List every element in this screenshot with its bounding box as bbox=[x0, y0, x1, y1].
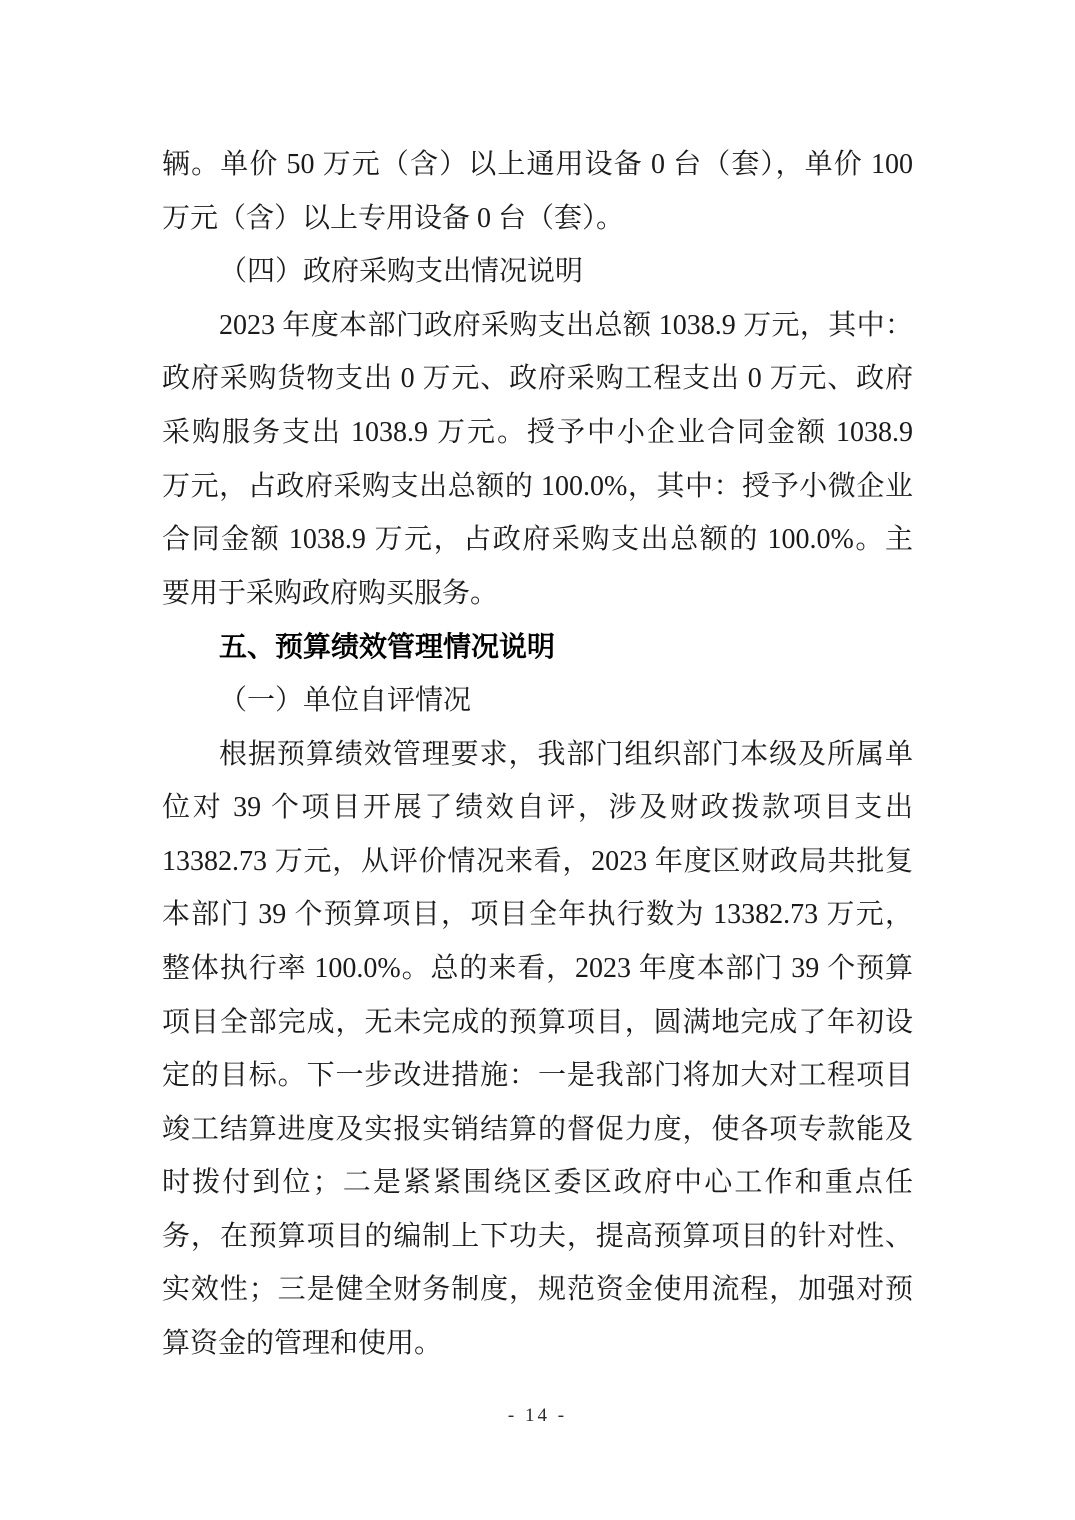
text-line: 政府采购货物支出 0 万元、政府采购工程支出 0 万元、政府 bbox=[162, 363, 913, 395]
text-line: 竣工结算进度及实报实销结算的督促力度，使各项专款能及 bbox=[162, 1113, 913, 1145]
text-line: 本部门 39 个预算项目，项目全年执行数为 13382.73 万元， bbox=[162, 899, 913, 931]
text-line: 项目全部完成，无未完成的预算项目，圆满地完成了年初设 bbox=[162, 1006, 913, 1038]
section-heading: 五、预算绩效管理情况说明 bbox=[219, 631, 556, 663]
text-line: 合同金额 1038.9 万元，占政府采购支出总额的 100.0%。主 bbox=[162, 524, 913, 556]
text-line: 13382.73 万元，从评价情况来看，2023 年度区财政局共批复 bbox=[162, 845, 913, 877]
text-line: 万元（含）以上专用设备 0 台（套）。 bbox=[162, 202, 625, 234]
text-line: 实效性；三是健全财务制度，规范资金使用流程，加强对预 bbox=[162, 1274, 913, 1306]
document-content bbox=[162, 138, 913, 1371]
page-footer bbox=[0, 1405, 1075, 1427]
text-line: 采购服务支出 1038.9 万元。授予中小企业合同金额 1038.9 bbox=[162, 416, 913, 448]
page-number: - 14 - bbox=[507, 1405, 568, 1426]
text-line: 位对 39 个项目开展了绩效自评，涉及财政拨款项目支出 bbox=[162, 792, 913, 824]
subsection-heading: （四）政府采购支出情况说明 bbox=[219, 256, 584, 288]
text-line: 要用于采购政府购买服务。 bbox=[162, 577, 499, 609]
text-line: 万元，占政府采购支出总额的 100.0%，其中：授予小微企业 bbox=[162, 470, 913, 502]
text-line: 务，在预算项目的编制上下功夫，提高预算项目的针对性、 bbox=[162, 1220, 913, 1252]
text-line: 整体执行率 100.0%。总的来看，2023 年度本部门 39 个预算 bbox=[162, 952, 913, 984]
text-line: 辆。单价 50 万元（含）以上通用设备 0 台（套），单价 100 bbox=[162, 149, 913, 180]
text-line: 算资金的管理和使用。 bbox=[162, 1328, 443, 1360]
text-line: 根据预算绩效管理要求，我部门组织部门本级及所属单 bbox=[219, 738, 913, 770]
text-line: 定的目标。下一步改进措施：一是我部门将加大对工程项目 bbox=[162, 1060, 913, 1092]
text-line: 时拨付到位；二是紧紧围绕区委区政府中心工作和重点任 bbox=[162, 1167, 913, 1199]
text-line: 2023 年度本部门政府采购支出总额 1038.9 万元，其中： bbox=[219, 309, 913, 341]
subsection-heading: （一）单位自评情况 bbox=[219, 684, 472, 716]
